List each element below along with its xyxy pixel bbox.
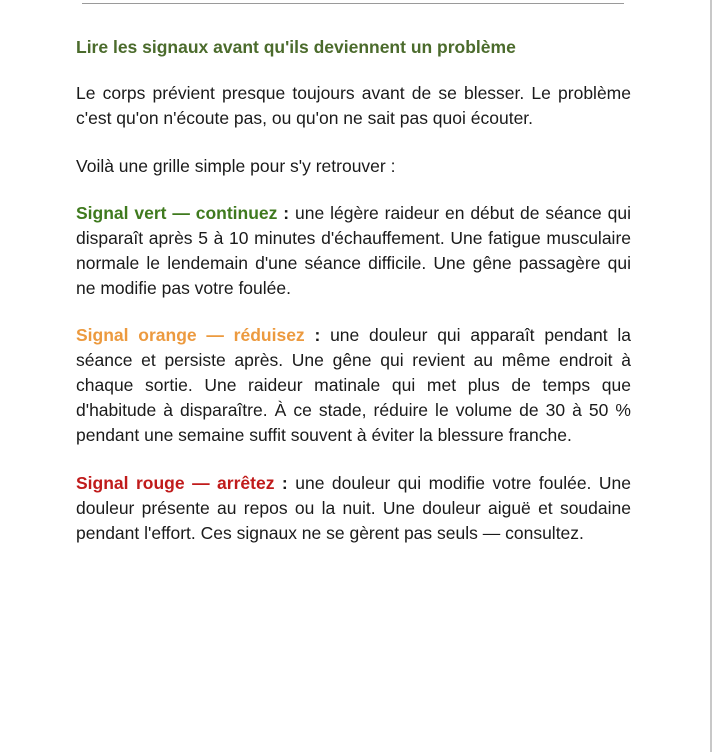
signal-green-colon: : <box>277 203 290 223</box>
signal-red-label: Signal rouge — arrêtez <box>76 473 275 493</box>
intro-paragraph: Le corps prévient presque toujours avant de se blesser. Le problème c'est qu'on n'écoute pas, ou qu'on ne sait pas quoi écouter. <box>76 83 631 128</box>
article-content <box>76 34 631 546</box>
signal-green-text: une légère raideur en début de séance qui disparaît après 5 à 10 minutes d'échauffement. Une fatigue musculaire normale le lendemain d'une séance difficile. Une gêne passagère qui ne modifie pas votre foulée. <box>76 203 631 298</box>
signal-orange-colon: : <box>304 325 321 345</box>
signal-green-paragraph <box>76 201 631 301</box>
signal-orange-label: Signal orange — réduisez <box>76 325 305 345</box>
signal-orange-paragraph <box>76 323 631 448</box>
section-heading: Lire les signaux avant qu'ils deviennent un problème <box>76 37 516 57</box>
top-divider <box>82 3 624 4</box>
signal-orange-text: une douleur qui apparaît pendant la séance et persiste après. Une gêne qui revient au même endroit à chaque sortie. Une raideur matinale qui met plus de temps que d'habitude à disparaître. À ce stade, réduire le volume de 30 à 50 % pendant une semaine suffit souvent à éviter la blessure franche. <box>76 325 631 445</box>
signal-red-paragraph <box>76 471 631 546</box>
grid-intro-paragraph: Voilà une grille simple pour s'y retrouver : <box>76 156 396 176</box>
signal-red-colon: : <box>274 473 288 493</box>
signal-green-label: Signal vert — continuez <box>76 203 278 223</box>
signal-red-text: une douleur qui modifie votre foulée. Une douleur présente au repos ou la nuit. Une douleur aiguë et soudaine pendant l'effort. Ces signaux ne se gèrent pas seuls — consultez. <box>76 473 631 543</box>
